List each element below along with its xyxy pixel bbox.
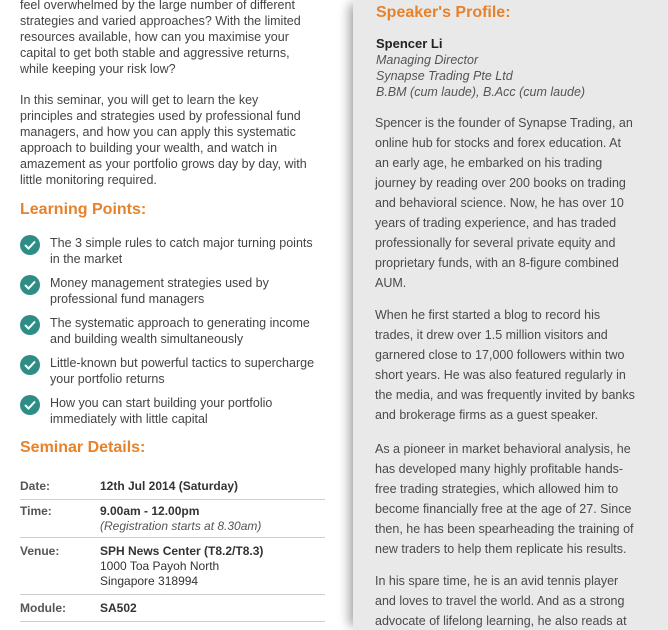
speaker-bio-paragraph-1: Spencer is the founder of Synapse Trading, an online hub for stocks and forex education. At an early age, he embarked on his trading journey by reading over 200 books on trading and behavioral science. Now, he has over 10 years of trading experience, and has traded professionally for several private equity and proprietary funds, with an 8-figure combined AUM. <box>375 116 633 290</box>
text-line: feel overwhelmed by the large number of different <box>20 0 295 12</box>
venue-value: SPH News Center (T8.2/T8.3) 1000 Toa Payoh North Singapore 318994 <box>100 544 264 588</box>
seminar-time-row <box>20 504 325 538</box>
learning-point-item <box>20 395 335 431</box>
learning-point-text: How you can start building your portfolio immediately with little capital <box>50 396 273 426</box>
seminar-date-row <box>20 479 325 500</box>
text-line: strategies and varied approaches? With the limited <box>20 14 301 28</box>
module-value: SA502 <box>100 601 137 615</box>
speaker-degree: B.BM (cum laude), B.Acc (cum laude) <box>376 85 586 99</box>
learning-point-text: The 3 simple rules to catch major turning points in the market <box>50 236 313 266</box>
registration-note: (Registration starts at 8.30am) <box>100 519 262 533</box>
speaker-bio-paragraph-2: When he first started a blog to record his trades, it drew over 1.5 million visitors and garnered close to 17,000 followers within two short years. He was also featured regularly in the media, and was frequently invited by banks and brokerage firms as a guest speaker. <box>375 308 635 422</box>
learning-point-text: The systematic approach to generating income and building wealth simultaneously <box>50 316 310 346</box>
learning-point-item <box>20 275 335 311</box>
text-line: little monitoring required. <box>20 173 157 187</box>
text-line: resources available, how can you maximise your <box>20 30 289 44</box>
speaker-name: Spencer Li <box>376 36 443 51</box>
text-line: capital to get both stable and aggressive returns, <box>20 46 290 60</box>
text-line: approach to building your wealth, and watch in <box>20 141 278 155</box>
check-icon <box>20 235 40 255</box>
check-icon <box>20 395 40 415</box>
learning-point-item <box>20 355 335 391</box>
seminar-module-row <box>20 601 325 622</box>
venue-label: Venue: <box>20 544 60 558</box>
text-line: managers, and how you can apply this systematic <box>20 125 296 139</box>
learning-point-item <box>20 315 335 351</box>
check-icon <box>20 355 40 375</box>
date-label: Date: <box>20 479 51 493</box>
speaker-bio-paragraph-3: As a pioneer in market behavioral analysis, he has developed many highly profitable hands- free trading strategies, which allowed him to become financially free at the age of 27. Since then, he has been spearheading the training of new traders to help them replicate his results. <box>375 442 634 556</box>
module-label: Module: <box>20 601 66 615</box>
date-value: 12th Jul 2014 (Saturday) <box>100 479 239 493</box>
text-line: amazement as your portfolio grows day by day, with <box>20 157 307 171</box>
speaker-role: Managing Director <box>376 53 479 67</box>
intro-paragraph-1 <box>20 0 325 77</box>
speaker-profile-panel <box>353 0 668 630</box>
text-line: while keeping your risk low? <box>20 62 176 76</box>
time-label: Time: <box>20 504 52 518</box>
learning-point-item <box>20 235 335 271</box>
time-value: 9.00am - 12.00pm (Registration starts at 8.30am) <box>100 504 262 533</box>
text-line: principles and strategies used by professional fund <box>20 109 301 123</box>
speaker-bio-paragraph-4: In his spare time, he is an avid tennis player and loves to travel the world. And as a strong advocate of lifelong learning, he also reads at <box>375 574 627 628</box>
speaker-profile-heading: Speaker's Profile: <box>376 4 511 21</box>
seminar-details-heading: Seminar Details: <box>20 439 146 456</box>
check-icon <box>20 315 40 335</box>
learning-point-text: Money management strategies used by professional fund managers <box>50 276 269 306</box>
check-icon <box>20 275 40 295</box>
seminar-venue-row <box>20 544 325 595</box>
learning-points-heading: Learning Points: <box>20 201 147 218</box>
learning-point-text: Little-known but powerful tactics to supercharge your portfolio returns <box>50 356 315 386</box>
intro-paragraph-2 <box>20 92 325 188</box>
speaker-company: Synapse Trading Pte Ltd <box>376 69 513 83</box>
text-line: In this seminar, you will get to learn the key <box>20 93 259 107</box>
